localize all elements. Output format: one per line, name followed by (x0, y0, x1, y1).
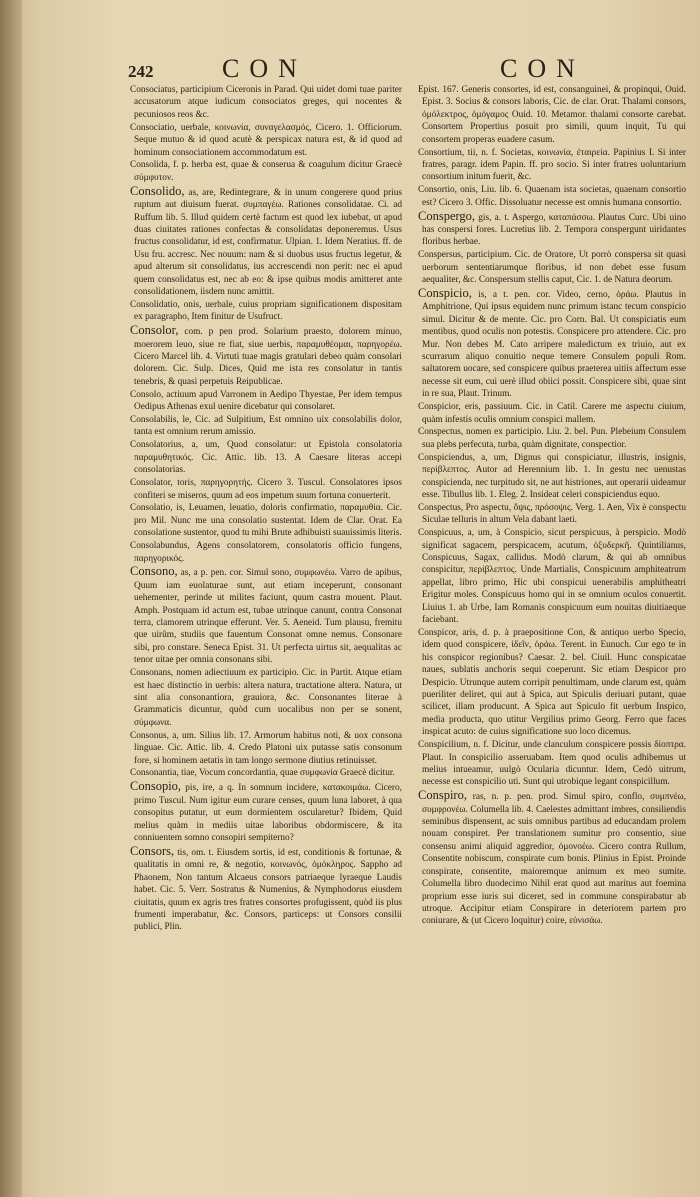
entry-headword: Conspicio, (418, 286, 472, 300)
running-head-right: CON (500, 54, 585, 83)
entry-text: Consolator, toris, παρηγορητής. Cicero 3. Tuscul. Consolatores ipsos confiteri se miseros, quum ad eos impetum suum fortuna conuerterit. (130, 478, 402, 501)
right-column (418, 84, 686, 928)
entry-headword: Consolor, (130, 323, 179, 338)
dictionary-entry (130, 667, 402, 729)
entry-headword: Consono, (130, 564, 178, 579)
dictionary-entry (418, 426, 686, 451)
dictionary-entry (130, 477, 402, 502)
entry-text: Consolidatio, onis, uerbale, cuius propriam significationem dispositam ex paragrapho, Item finitur de Usufruct. (130, 299, 402, 323)
entry-text: Consolabundus, Agens consolatorem, consolatoris officio fungens, παρηγορικός. (130, 541, 402, 564)
dictionary-entry (130, 780, 402, 844)
dictionary-entry (418, 627, 686, 739)
dictionary-entry (130, 389, 402, 414)
dictionary-entry (130, 159, 402, 184)
dictionary-entry (418, 452, 686, 502)
dictionary-entry (130, 845, 402, 934)
entry-text: Conspiciendus, a, um, Dignus qui conspiciatur, illustris, insignis, περίβλεπτος. Autor ad Herennium lib. 1. In gestu nec uenustas conspicienda, nec turpitudo sit, ne aut histriones, aut operarii uideamur esse. Tibullus lib. 1. Eleg. 2. Insideat celeri conspiciendus equo. (418, 452, 686, 500)
entry-text: Epist. 167. Generis consortes, id est, consanguinei, & propinqui, Ouid. Epist. 3. Socius & consors laboris, Cic. de clar. Orat. Thalami consors, ὁμόλεκτρος, ὁμόγαμος Ouid. 10. Metamor. thalami consorte carebat. Consortem Propertius posuit pro simili, quum inquit, Tu qui consortem properas euadere casum. (418, 85, 686, 145)
entry-text: Consolo, actiuum apud Varronem in Aedipo Thyestae, Per idem tempus Oedipus Athenas exul uenire dicebatur qui consolaret. (130, 389, 402, 413)
dictionary-entry (418, 502, 686, 527)
entry-text: Consonantia, tiae, Vocum concordantia, quae συμφωνία Graecè dicitur. (130, 768, 395, 779)
entry-text: Consortium, tii, n. f. Societas, κοινωνία, ἐταιρεία. Papinius I. Si inter fratres, paragr. idem Papin. ff. pro socio. Si inter fratres uoluntarium consortium initum fuerit, &c. (418, 147, 686, 183)
entry-text: as, a p. pen. cor. Simul sono, συμφωνέω. Varro de apibus, Quum iam euolaturae sunt, aut etiam inceperunt, consonant uehementer, perinde ut milites faciunt, quum castra mouent. Plaut. Amph. Postquam id actum est, tubae utrinque canunt, contra Consonat terra, clamorem utrinque efferunt. Ver. 5. Aeneid. Tum plausu, fremitu que uirûm, studiis que fauentum Consonat omne nemus. Consonare sibi, pro constare. Seneca Epist. 31. Ut perfecta uirtus sit, aequalitas ac tenor uitae per omnia consonans sibi. (134, 568, 402, 666)
dictionary-entry (418, 739, 686, 789)
entry-text: is, a t. pen. cor. Video, cerno, ὁράω. Plautus in Amphitrione, Qui ipsus equidem nunc primum istanc tecum conspicio simul. Dicitur & de mente. Cic. pro Corn. Bal. Ut conspiciatis eum mentibus, quod oculis non potestis. Conspicere pro attendere. Cic. pro Mur. Non debes M. Cato arripere maledictum ex triuio, aut ex scurrarum aliquo conuitio neque temere Consulem populi Rom. saltatorem uocare, sed conspicere quibus praeterea uitiis affectum esse necesse sit eum, cui uerè illud obiici possit. Conspicere sibi, quae sint in re sua, Plaut. Trinum. (422, 290, 687, 400)
running-head-left: CON (222, 54, 307, 83)
dictionary-entry (418, 84, 686, 146)
dictionary-entry (130, 565, 402, 666)
entry-text: Conspicilium, n. f. Dicitur, unde clanculum conspicere possis δίοπτρα. Plaut. In conspicilio asseruabam. Item quod oculis adhibemus ut melius intueamur, uulgò Ocularia dicuntur. Idem, Cedò uitrum, necesse est conspicilio uti. Sunt qui utrobique legant conspicillum. (418, 740, 686, 788)
dictionary-entry (418, 210, 686, 249)
entry-text: Conspectus, Pro aspectu, ὄψις, πρόσοψις. Verg. 1. Aen, Vix è conspectu Siculae telluris in altum Vela dabant laeti. (418, 502, 686, 526)
entry-text: Consolatio, is, Leuamen, leuatio, doloris confirmatio, παραμυθία. Cic. pro Mil. Nunc me una consolatio sustentat. Idem de Clar. Orat. Ea consolatione sustentor, quod tu mihi Brute adhibuisti suauissimis literis. (130, 503, 402, 539)
entry-text: Consortio, onis, Liu. lib. 6. Quaenam ista societas, quaenam consortio est? Cicero 3. Offic. Dissoluatur necesse est omnis humana consortio. (418, 185, 686, 208)
entry-text: Consolabilis, le, Cic. ad Sulpitium, Est omnino uix consolabilis dolor, tanta est omnium rerum amissio. (130, 415, 402, 438)
dictionary-entry (130, 84, 402, 121)
dictionary-entry (130, 414, 402, 439)
entry-headword: Conspiro, (418, 788, 467, 803)
entry-text: Consonans, nomen adiectiuum ex participio. Cic. in Partit. Atque etiam est haec distinctio in uerbis: altera natura, tractatione altera. Natura, ut sint alia consonantiora, grauiora, &c. Consonantes literae à Grammaticis dicuntur, quòd cum uocalibus non per se sonent, σύμφωνα. (130, 668, 402, 728)
dictionary-entry (130, 767, 402, 779)
entry-text: Conspersus, participium. Cic. de Oratore, Ut porrò conspersa sit quasi uerborum sententiarumque floribus, id non debet esse fusum aequaliter, &c. Conspersum stellis caput, Cic. 1. de Natura deorum. (418, 250, 686, 286)
entry-text: Conspectus, nomen ex participio. Liu. 2. bel. Pun. Plebeium Consulem sua plebs perfecuta, turba, quàm dignitate, conspectior. (418, 427, 686, 450)
entry-headword: Consors, (130, 843, 175, 858)
entry-text: Conspicor, aris, d. p. à praepositione Con, & antiquo uerbo Specio, idem quod conspicere, ἰδεῖν, ὁράω. Terent. in Eunuch. Cur ego te in his conspicor regionibus? Caesar. 2. bel. Ciuil. Hunc conspicatae naues, sublatis anchoris sequi coeperunt. Sic etiam Despicor pro Despicio. Utrunque autem corripit penultimam, unde clarum est, quàm pueriliter deliret, qui aut à Spica, aut Spiculis deriuari putant, quae scilicet, illam producunt. A Spica aut Spiculo fit uerbum Inspico, media producta, quo utitur Vergilius primo Georg. Ferro que faces inspicat acuto: de cuius significatione suo loco dicemus. (418, 627, 686, 738)
entry-text: Consonus, a, um. Silius lib. 17. Armorum habitus noti, & uox consona linguae. Cic. Attic. lib. 4. Credo Platoni uix putasse satis consonum fore, si hominem aetatis in tam longo sermone diutius retinuisset. (130, 730, 402, 766)
entry-text: Consolida, f. p. herba est, quae & conserua & coagulum dicitur Graecè σύμφυτον. (130, 160, 402, 183)
dictionary-entry (418, 249, 686, 286)
entry-text: pis, ire, a q. In somnum incidere, κατακοιμάω. Cicero, primo Tuscul. Num igitur eum curare censes, quum luna laboret, à qua consopitus putatur, ut eum dormientem oscularetur? Ibidem, Quid melius quàm in mediis uitae laboribus obdormiscere, & ita conniuentem somno consopiri sempiterno? (134, 783, 402, 843)
entry-text: ras, n. p. pen. prod. Simul spiro, conflo, συμπνέω, συμφρονέω. Columella lib. 4. Caelestes admittant imbres, consiliendis seminibus dispensent, ac suis omnibus partibus ad educandam prolem nouam conspiret. Per translationem sumitur pro consentio, siue consensu animi aliquid aggredior, ὁμονοέω. Cicero contra Rullum, Consentite nobiscum, conspirate cum bonis. Plinius in Epist. Proinde conspirate, consentite, maioremque animum ex meo sumite. Columella libro duodecimo Nihil erat quod aut maritus aut foemina proprium esse iuris sui diceret, sed in commune conspirabatur ab utroque. Accipitur etiam Conspirare in deteriorem partem pro coniurare, & (ut Cicero loquitur) coire, εὐνισάω. (422, 792, 686, 927)
entry-headword: Consolido, (130, 183, 185, 198)
dictionary-entry (418, 789, 686, 927)
entry-text: gis, a. t. Aspergo, καταπάσσω. Plautus Curc. Ubi uino has conspersi fores. Lucretius lib. 2. Tempora conspergunt uiridantes floribus herbae. (422, 212, 686, 248)
left-column (130, 84, 402, 934)
page-number: 242 (128, 62, 154, 81)
entry-text: as, are, Redintegrare, & in unum congerere quod prius ruptum aut diuisum fuerat. συμπαγέω. Rationes consolidatae. Ci. ad Ruffum lib. 5. Illud quidem certè factum est quod lex iubebat, ut apud duas ciuitates rationes confectas & consolidatas deponeremus. Usus fructus consolidatur, id est, confirmatur. Ulpian. 1. Idem Neratius. ff. de Usu fru. accresc. Nec nouum: nam & si duobus usus fructus legetur, & apud alterum sit consolidatus, ius accrescendi non perit: nec ei apud quem consolidatus est, nec ab eo: & ipse quibus modis amitteret ante consolidationem, iisdem nunc amittit. (134, 187, 403, 297)
dictionary-entry (130, 299, 402, 324)
dictionary-entry (418, 184, 686, 209)
page-header (0, 50, 700, 84)
page-gutter (0, 0, 22, 1197)
dictionary-entry (130, 324, 402, 388)
dictionary-entry (418, 401, 686, 426)
dictionary-entry (418, 287, 686, 401)
dictionary-entry (130, 540, 402, 565)
dictionary-entry (130, 502, 402, 539)
dictionary-entry (130, 185, 402, 299)
entry-headword: Consopio, (130, 779, 182, 794)
entry-text: Conspicuus, a, um, à Conspicio, sicut perspicuus, à perspicio. Modò significat sagacem, perspicacem, acutum, ὀξυδερκῆ. Quintilianus, Conspicuus, Sagax, callidus. Modò clarum, & qui ab omnibus conspicitur, περίβλεπτος. Unde Martialis, Conspicuum amphiteatrum appellat, libro primo, Hic ubi conspicui uenerabilis amphitheatri Erigitur moles. Conspicuus homo qui in se omnium oculos conuertit. Liuius 1. ab Urbe, Iam Romanis conspicuum eum nouitas diuitiaeque faciebant. (418, 528, 686, 626)
entry-text: Conspicior, eris, passiuum. Cic. in Catil. Carere me aspectu ciuium, quàm infestis oculis omnium conspici mallem. (418, 402, 686, 425)
dictionary-entry (418, 527, 686, 626)
dictionary-entry (130, 439, 402, 476)
dictionary-entry (130, 122, 402, 159)
entry-text: Consociatus, participium Ciceronis in Parad. Qui uidet domi tuae pariter accusatorum atque iudicum consociatos greges, qui nocentes & pecuniosos reos &c. (130, 85, 402, 120)
dictionary-entry (130, 730, 402, 767)
dictionary-entry (418, 147, 686, 184)
entry-text: Consociatio, uerbale, κοινωνία, συναγελασμός, Cicero. 1. Officiorum. Seque mutuo & id quod acutè & perspicax natura est, & id quod ad hominum consociationem accommodatum est. (130, 122, 402, 158)
entry-text: Consolatorius, a, um, Quod consolatur: ut Epistola consolatoria παραμυθητικός. Cic. Attic. lib. 13. A Caesare literas accepi consolatorias. (130, 440, 402, 476)
entry-text: tis, om. t. Eiusdem sortis, id est, conditionis & fortunae, & qualitatis in omni re, & negotio, κοινωνός, ὁμόκληρος. Sappho ad Phaonem, Non tantum Alcaeus consors patriaeque lyraeque Laudis habet. Cic. 5. Verr. Sostratus & Numenius, & Nymphodorus eiusdem ciuitatis, quum ex agris tres fratres consortes profugissent, quòd iis plus frumenti imperabatur, &c. Consors, particeps: ut Consors consilii publici, Plin. (134, 847, 403, 933)
entry-text: com. p pen prod. Solarium praesto, dolorem minuo, moerorem leuo, siue re fiat, siue uerbis, παραμυθέομαι, παρηγορέω. Cicero Marcel lib. 4. Virtuti tuae magis gratulari debeo quàm consolari dolorem. Cic. Sulp. Dices, Quid me ista res consolatur in tantis tenebris, & quasi perpetuis Reipublicae. (134, 327, 402, 387)
entry-headword: Conspergo, (418, 208, 476, 223)
